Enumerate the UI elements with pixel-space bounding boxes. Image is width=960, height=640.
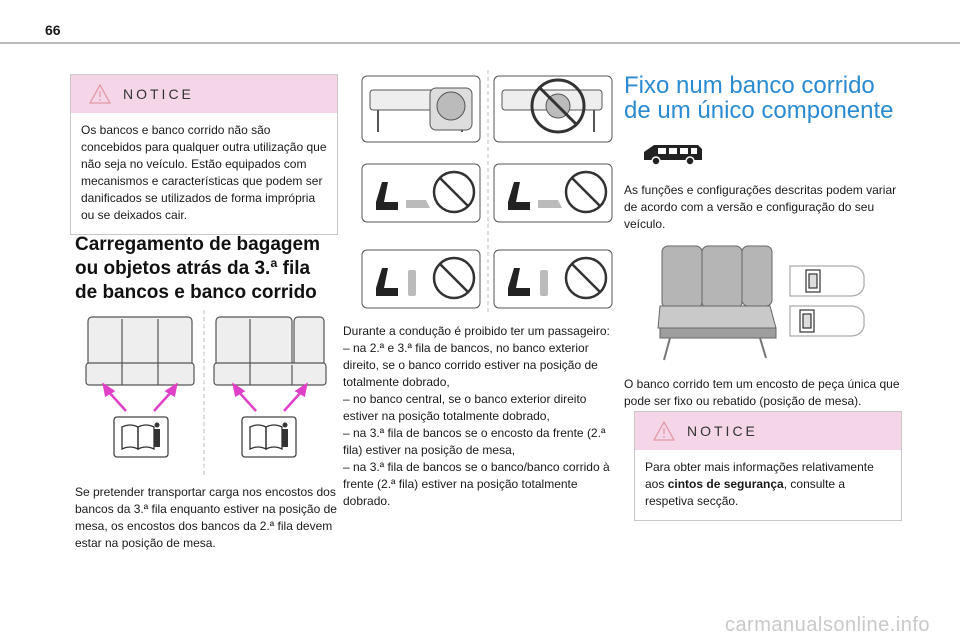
- heading-line: Carregamento de bagagem: [75, 234, 320, 255]
- notice-text: Os bancos e banco corrido não são concebidos para qualquer outra utilização que não seja no veículo. Estão equipados com mecanismos e características que podem ser danificados se utilizados de forma imprópria ou se deixados cair.: [81, 123, 327, 222]
- notice-title: NOTICE: [123, 86, 194, 102]
- notice-text-part: Para obter mais informações relativamente aos: [645, 460, 874, 491]
- vehicle-top-view: [790, 306, 864, 336]
- bench-seat-3d: [658, 246, 776, 360]
- van-icon: [642, 142, 704, 166]
- notice-text-part: , consulte a respetiva secção.: [645, 477, 846, 508]
- bench-seat-panel: [362, 76, 480, 142]
- bench-backrest-paragraph: O banco corrido tem um encosto de peça única que pode ser fixo ou rebatido (posição de mesa).: [624, 377, 900, 408]
- list-item: – na 3.ª fila de bancos se o encosto da frente (2.ª fila) estiver na posição de mesa,: [343, 426, 606, 457]
- heading-line: ou objetos atrás da 3.ª fila: [75, 258, 311, 279]
- list-item: – na 3.ª fila de bancos se o banco/banco corrido à frente (2.ª fila) estiver na posição totalmente dobrado.: [343, 460, 610, 508]
- manual-book-icon: [242, 417, 296, 457]
- notice-text: [635, 450, 901, 520]
- figure-single-bench: [650, 240, 882, 370]
- figure-rear-seats-manual: [80, 305, 335, 480]
- section-heading-luggage: [75, 233, 345, 305]
- warning-icon: [653, 421, 675, 441]
- notice-box-seatbelts: [634, 411, 902, 521]
- seat-position-panel: [362, 250, 480, 308]
- notice-title: NOTICE: [687, 423, 758, 439]
- rear-seat-illustration: [86, 317, 194, 385]
- notice-box-seats: [70, 74, 338, 235]
- prohibited-passenger-text: [343, 323, 619, 510]
- top-rule: [0, 42, 960, 44]
- figure-prohibited-seating: [358, 68, 616, 316]
- bench-seat-panel-prohibited: [494, 76, 612, 142]
- list-item: – no banco central, se o banco exterior direito estiver na posição totalmente dobrado,: [343, 392, 587, 423]
- manual-book-icon: [114, 417, 168, 457]
- seat-position-panel: [494, 164, 612, 222]
- section-title-bench: [624, 73, 914, 123]
- versions-paragraph: As funções e configurações descritas podem variar de acordo com a versão e configuração do seu veículo.: [624, 183, 897, 231]
- arrow-markers: [104, 385, 306, 411]
- vehicle-top-view: [790, 266, 864, 296]
- luggage-paragraph: Se pretender transportar carga nos encostos dos bancos da 3.ª fila enquanto estiver na posição de mesa, os encostos dos bancos da 2.ª fila devem estar na posição de mesa.: [75, 485, 337, 550]
- title-line: Fixo num banco corrido: [624, 72, 875, 99]
- page-number: 66: [45, 22, 61, 38]
- seatbelts-link-text: cintos de segurança: [667, 477, 784, 491]
- seat-position-panel: [362, 164, 480, 222]
- intro-text: Durante a condução é proibido ter um passageiro:: [343, 324, 610, 338]
- title-line: de um único componente: [624, 97, 894, 124]
- warning-icon: [89, 84, 111, 104]
- footer-watermark: carmanualsonline.info: [724, 614, 930, 636]
- heading-line: de bancos e banco corrido: [75, 282, 317, 303]
- notice-header: [71, 75, 337, 113]
- seat-position-panel: [494, 250, 612, 308]
- notice-header: [635, 412, 901, 450]
- rear-seat-illustration: [214, 317, 326, 385]
- list-item: – na 2.ª e 3.ª fila de bancos, no banco exterior direito, se o banco corrido estiver na posição de totalmente dobrado,: [343, 341, 598, 389]
